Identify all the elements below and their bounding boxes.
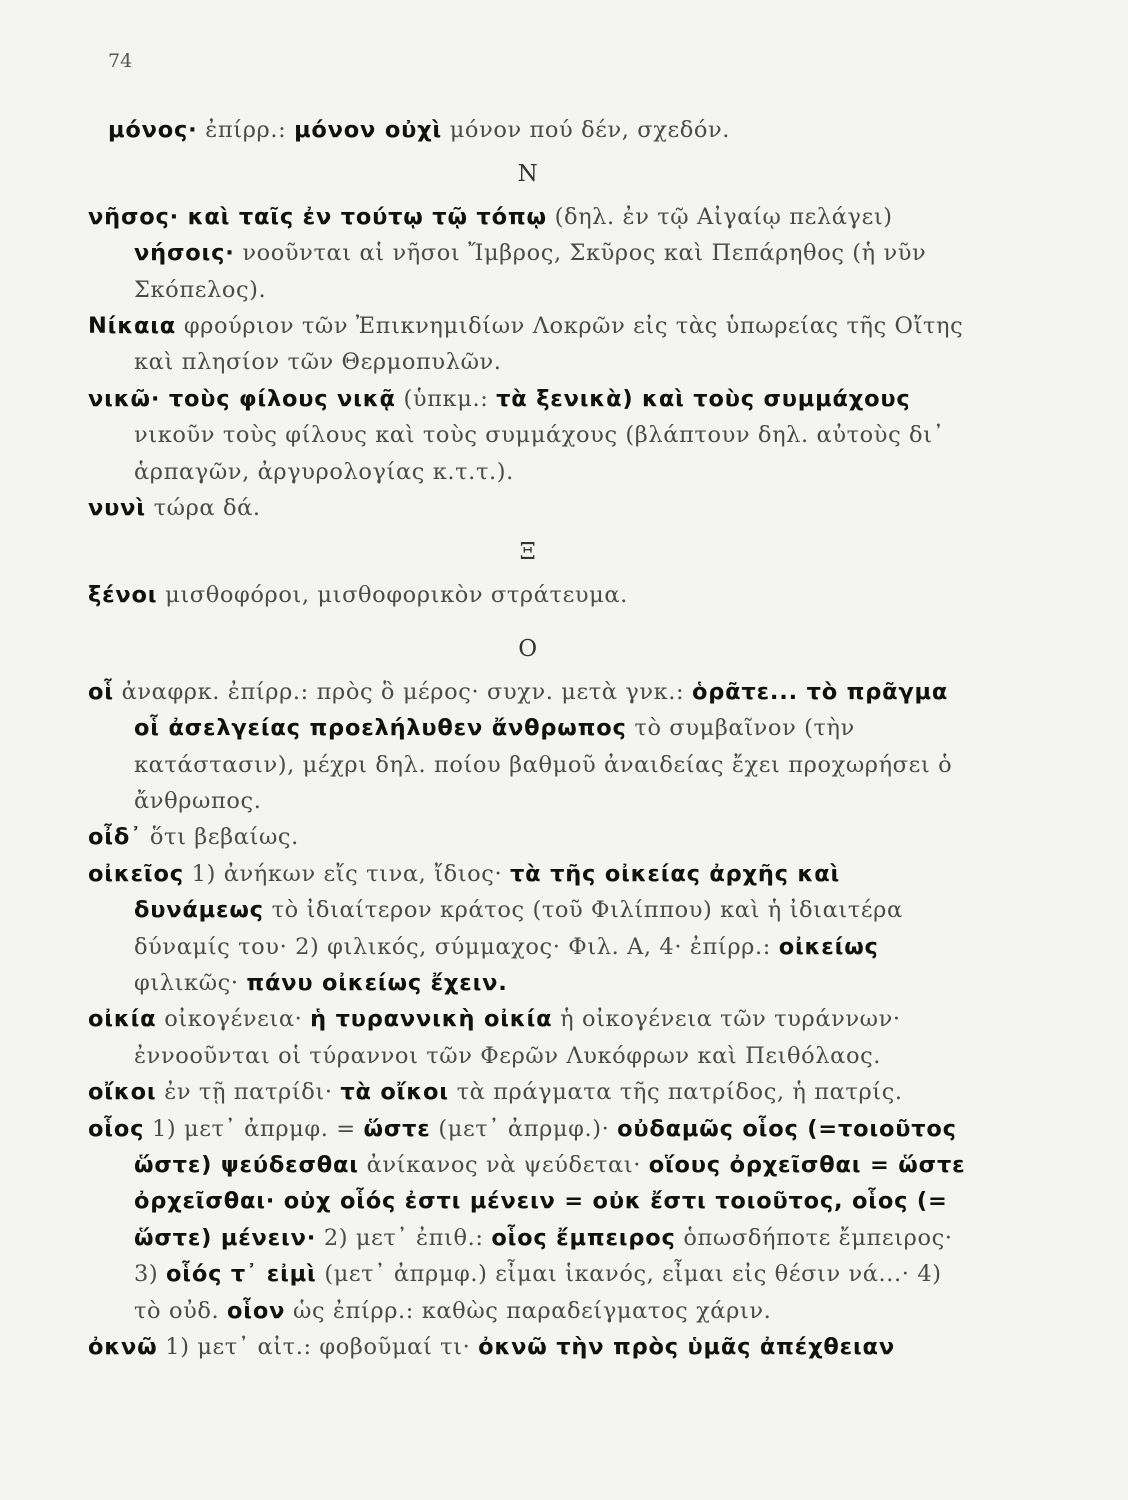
phrase: ὁρᾶτε... τὸ πρᾶγμα οἷ ἀσελγείας προελήλυθεν ἄνθρωπος bbox=[134, 678, 949, 742]
entry-okno bbox=[88, 1329, 968, 1365]
definition-text: 2) μετ᾿ ἐπιθ.: bbox=[316, 1224, 492, 1251]
phrase: οἷος ἔμπειρος bbox=[491, 1224, 676, 1251]
definition-text: ἐν τῇ πατρίδι· bbox=[156, 1079, 341, 1106]
headword: Νίκαια bbox=[88, 313, 177, 340]
definition-text: (δηλ. ἐν τῷ Αἰγαίῳ πελάγει) bbox=[546, 203, 893, 230]
phrase: τὰ ξενικὰ) καὶ τοὺς συμμάχους bbox=[496, 385, 911, 412]
definition-text: 1) ἀνήκων εἴς τινα, ἴδιος· bbox=[183, 860, 511, 887]
entry-nesos bbox=[88, 199, 968, 308]
entry-niko bbox=[88, 381, 968, 490]
phrase: νήσοις· bbox=[134, 240, 235, 267]
definition-text: (μετ᾿ ἀπρμφ.) εἶμαι ἱκανός, εἶμαι εἰς θέσιν νά...· 4) τὸ οὐδ. bbox=[134, 1261, 942, 1324]
phrase: ἡ τυραννικὴ οἰκία bbox=[310, 1006, 553, 1033]
definition-text: μισθοφόροι, μισθοφορικὸν στράτευμα. bbox=[157, 581, 628, 608]
definition-text: (ὑπκμ.: bbox=[395, 385, 497, 412]
definition-text: τὸ ἰδιαίτερον κράτος (τοῦ Φιλίππου) καὶ ἡ ἰδιαιτέρα δύναμίς του· 2) φιλικός, σύμμαχος· Φιλ. Α, 4· ἐπίρρ.: bbox=[134, 897, 903, 960]
definition-text: τὸ συμβαῖνον (τὴν κατάστασιν), μέχρι δηλ. ποίου βαθμοῦ ἀναιδείας ἔχει προχωρήσει ὁ ἄνθρωπος. bbox=[134, 715, 953, 814]
entry-oikoi bbox=[88, 1074, 968, 1110]
section-letter-xi: Ξ bbox=[519, 539, 537, 566]
entry-oikeios bbox=[88, 856, 968, 1002]
definition-text: μόνον πού δέν, σχεδόν. bbox=[441, 117, 731, 143]
phrase: τὰ τῆς οἰκείας ἀρχῆς καὶ δυνάμεως bbox=[134, 860, 841, 924]
phrase: πάνυ οἰκείως ἔχειν. bbox=[246, 969, 508, 996]
phrase: ὥστε bbox=[363, 1115, 431, 1142]
entry-oid bbox=[88, 819, 968, 855]
definition-text: νοοῦνται αἱ νῆσοι Ἴμβρος, Σκῦρος καὶ Πεπάρηθος (ἡ νῦν Σκόπελος). bbox=[134, 240, 927, 303]
phrase: οἷός τ᾿ εἰμὶ bbox=[166, 1261, 317, 1288]
page-number: 74 bbox=[108, 50, 133, 72]
definition-text: νικοῦν τοὺς φίλους καὶ τοὺς συμμάχους (βλάπτουν δηλ. αὐτοὺς δι᾿ ἁρπαγῶν, ἀργυρολογίας κ.τ.τ.). bbox=[134, 422, 945, 485]
headword: ὀκνῶ bbox=[88, 1334, 158, 1360]
entry-xenoi bbox=[88, 577, 968, 613]
phrase: τὰ οἴκοι bbox=[340, 1079, 449, 1106]
definition-text: ὅτι βεβαίως. bbox=[142, 824, 299, 851]
definition-text: ἀναφρκ. ἐπίρρ.: πρὸς ὃ μέρος· συχν. μετὰ γνκ.: bbox=[113, 678, 692, 705]
definition-text: 1) μετ᾿ ἀπρμφ. = bbox=[144, 1115, 364, 1142]
entry-nikaia bbox=[88, 308, 968, 381]
definition-text: (μετ᾿ ἀπρμφ.)· bbox=[430, 1115, 618, 1142]
page-body bbox=[88, 112, 968, 1365]
definition-text: ἀνίκανος νὰ ψεύδεται· bbox=[358, 1151, 649, 1178]
headword: μόνος· bbox=[108, 117, 198, 143]
definition-text: ὁπωσδήποτε ἔμπειρος· 3) bbox=[134, 1224, 953, 1288]
section-letter-nu: Ν bbox=[517, 161, 539, 188]
headword: οἰκεῖος bbox=[88, 860, 184, 887]
phrase: ὀκνῶ τὴν πρὸς ὑμᾶς ἀπέχθειαν bbox=[478, 1334, 895, 1360]
definition-text: 1) μετ᾿ αἰτ.: φοβοῦμαί τι· bbox=[157, 1334, 479, 1360]
definition-text: τώρα δά. bbox=[145, 495, 261, 522]
entry-hoi bbox=[88, 674, 968, 820]
phrase: οἵους ὀρχεῖσθαι = ὥστε ὀρχεῖσθαι· οὐχ οἷός ἐστι μένειν = οὐκ ἔστι τοιοῦτος, οἷος (= ὥστε) μένειν· bbox=[134, 1151, 966, 1251]
definition-text: φρούριον τῶν Ἐπικνημιδίων Λοκρῶν εἰς τὰς ὑπωρείας τῆς Οἴτης καὶ πλησίον τῶν Θερμοπυλῶν. bbox=[134, 313, 964, 376]
headword: νυνὶ bbox=[88, 495, 146, 522]
phrase: οὐδαμῶς οἷος (=τοιοῦτος ὥστε) ψεύδεσθαι bbox=[134, 1115, 957, 1178]
headword: οἶδ᾿ bbox=[88, 824, 143, 851]
definition-text: οἰκογένεια· bbox=[156, 1006, 311, 1033]
phrase: μόνον οὐχὶ bbox=[294, 117, 442, 143]
definition-text: φιλικῶς· bbox=[134, 969, 247, 996]
phrase: οἷον bbox=[227, 1297, 286, 1324]
definition-text: τὰ πράγματα τῆς πατρίδος, ἡ πατρίς. bbox=[448, 1079, 903, 1106]
entry-nuni bbox=[88, 490, 968, 526]
headword: οἰκία bbox=[88, 1006, 157, 1033]
headword: ξένοι bbox=[88, 581, 158, 608]
phrase: οἰκείως bbox=[778, 933, 879, 960]
headword: νικῶ· τοὺς φίλους νικᾷ bbox=[88, 385, 396, 412]
definition-text: ὡς ἐπίρρ.: καθὼς παραδείγματος χάριν. bbox=[285, 1297, 772, 1324]
headword: οἴκοι bbox=[88, 1079, 157, 1106]
headword: οἷος bbox=[88, 1115, 145, 1142]
section-letter-omicron: Ο bbox=[518, 636, 538, 663]
headword: οἷ bbox=[88, 678, 114, 705]
definition-text: ἐπίρρ.: bbox=[197, 117, 295, 143]
definition-text: ἡ οἰκογένεια τῶν τυράννων· ἐννοοῦνται οἱ τύραννοι τῶν Φερῶν Λυκόφρων καὶ Πειθόλαος. bbox=[134, 1006, 901, 1069]
entry-oikia bbox=[88, 1001, 968, 1074]
entry-hoios bbox=[88, 1111, 968, 1329]
entry-monos bbox=[88, 112, 968, 148]
headword: νῆσος· καὶ ταῖς ἐν τούτῳ τῷ τόπῳ bbox=[88, 203, 547, 230]
